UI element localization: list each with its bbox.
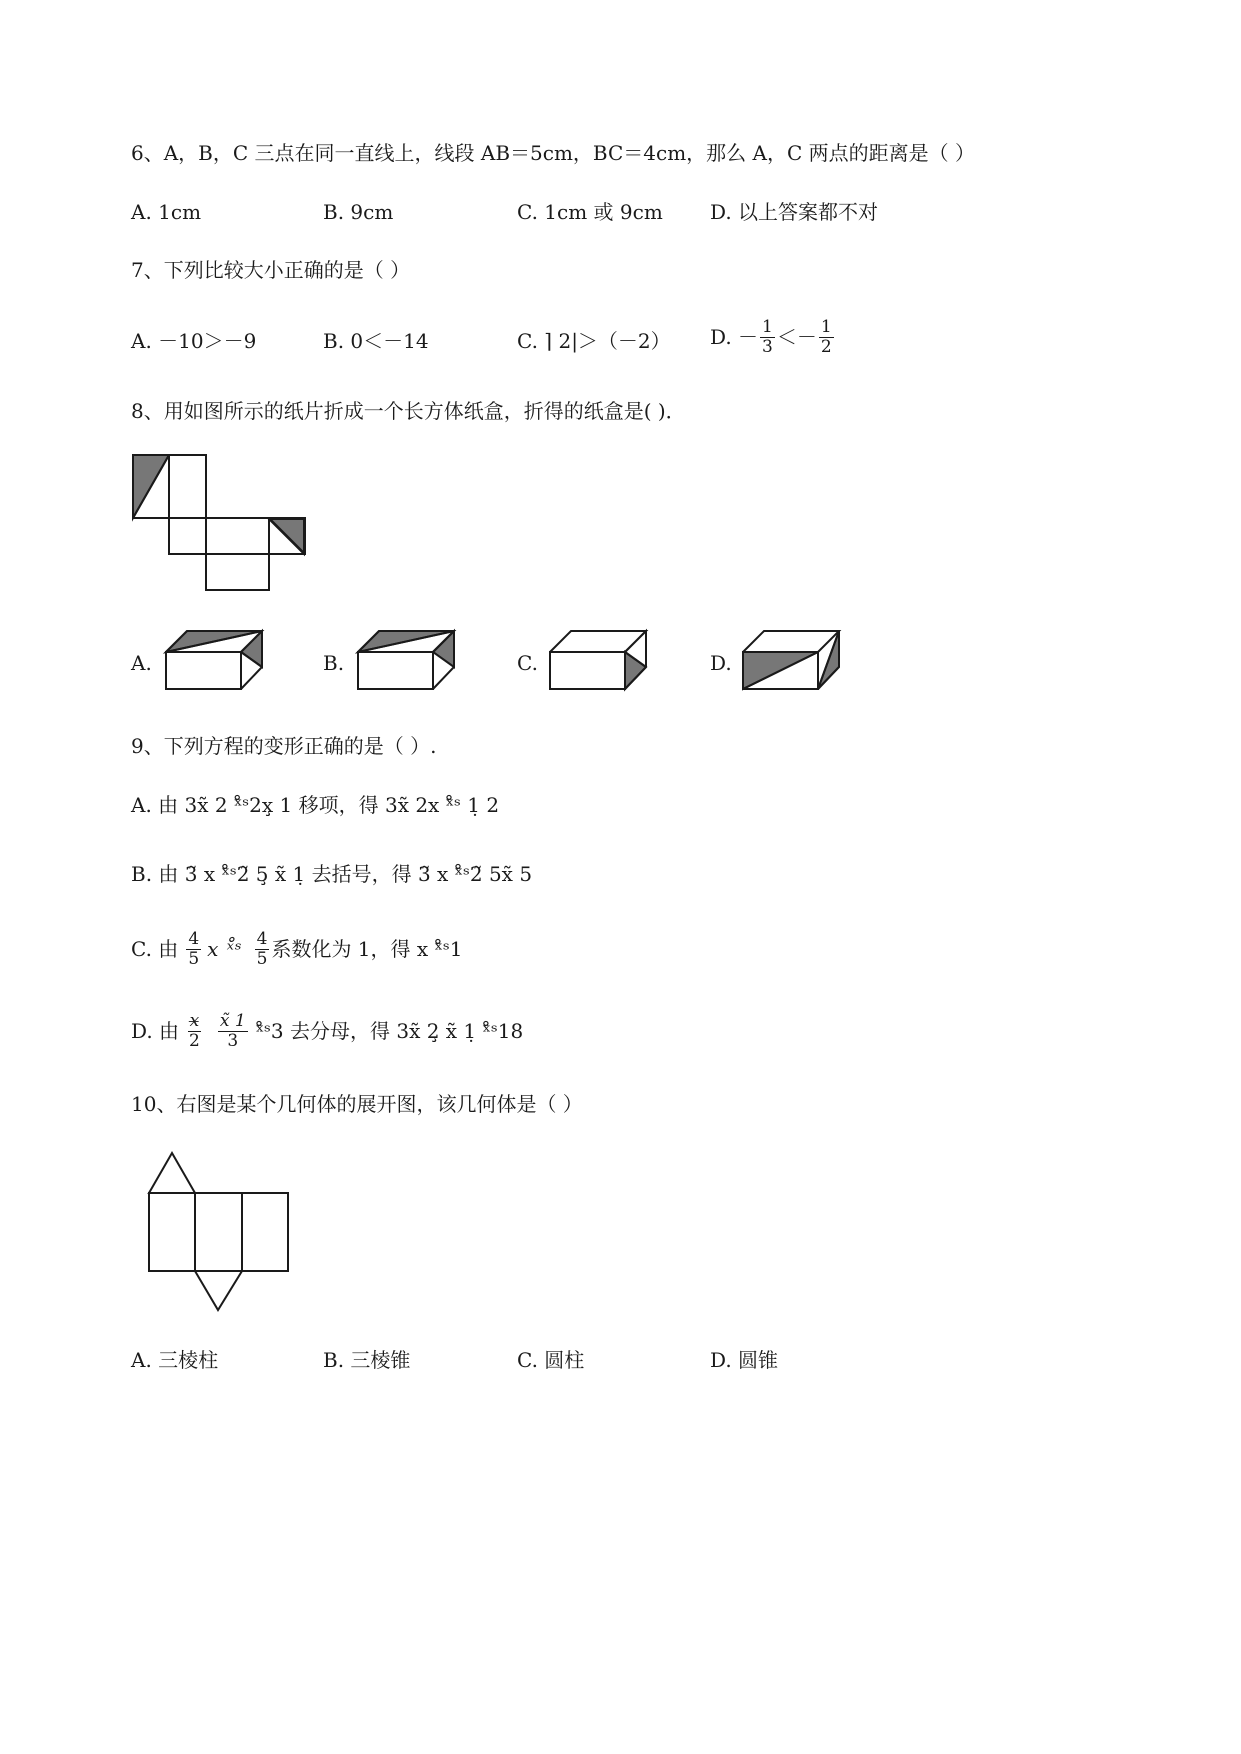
q7-d-frac2-num: 1 — [820, 317, 832, 337]
q7-option-a[interactable]: A. －10＞－9 — [131, 329, 257, 353]
q6-option-b[interactable]: B. 9cm — [323, 200, 394, 224]
q9-c-prefix: C. 由 — [131, 937, 179, 962]
q8-box-b — [357, 630, 457, 692]
q8-option-b[interactable]: B. — [323, 651, 345, 675]
q9-option-a[interactable]: A. 由 3x̃ 2 ˣ̊ˢ2x̧ 1 移项，得 3x̃ 2x ˣ̊ˢ 1̣ 2 — [131, 793, 500, 817]
prism-net-face-3 — [242, 1193, 288, 1271]
q9-d-fraction-2 — [218, 1012, 248, 1050]
q9-c-mid: x ˣ̊ˢ — [207, 937, 243, 962]
question-7-stem: 7、下列比较大小正确的是（ ） — [131, 258, 411, 282]
q9-c-fraction-2 — [255, 930, 270, 968]
box-d-top — [743, 631, 839, 652]
q10-option-b[interactable]: B. 三棱锥 — [323, 1348, 411, 1372]
q9-c-f2-num: 4 — [256, 929, 268, 949]
q9-d-prefix: D. 由 — [131, 1019, 180, 1044]
paper-net-figure — [132, 454, 308, 592]
prism-net-face-1 — [149, 1193, 195, 1271]
q7-d-fraction-2 — [819, 318, 834, 356]
box-c-top — [550, 631, 646, 652]
q8-option-d[interactable]: D. — [710, 651, 732, 675]
prism-net-bottom-triangle — [195, 1271, 242, 1310]
q9-option-b[interactable]: B. 由 3̃ x ˣ̊ˢ2̃ 5̧ x̃ 1̣ 去括号，得 3̃ x ˣ̊ˢ2̃ 5x̃ 5 — [131, 862, 533, 886]
q7-d-prefix: D. － — [710, 325, 759, 350]
prism-net-figure — [148, 1152, 290, 1312]
q8-box-a — [165, 630, 265, 692]
q9-d-f1-den: 2 — [189, 1030, 200, 1051]
box-c-front — [550, 652, 625, 689]
q7-d-fraction-1 — [760, 318, 775, 356]
q8-box-d — [742, 630, 842, 692]
q6-option-d[interactable]: D. 以上答案都不对 — [710, 200, 879, 224]
q9-c-fraction-1 — [186, 930, 201, 968]
q7-d-frac1-den: 3 — [762, 336, 773, 357]
q7-d-frac1-num: 1 — [762, 317, 773, 337]
q9-option-d[interactable] — [131, 1012, 523, 1050]
question-6-stem: 6、A，B，C 三点在同一直线上，线段 AB＝5cm，BC＝4cm，那么 A，C 两点的距离是（ ） — [131, 141, 975, 165]
question-10-stem: 10、右图是某个几何体的展开图，该几何体是（ ） — [131, 1092, 583, 1116]
net-face-3 — [169, 518, 206, 554]
q7-d-frac2-den: 2 — [820, 336, 832, 357]
q9-d-fraction-1 — [187, 1012, 202, 1050]
q10-option-a[interactable]: A. 三棱柱 — [131, 1348, 219, 1372]
prism-net-face-2 — [195, 1193, 242, 1271]
q7-option-c[interactable]: C. ⌉ 2|＞（－2） — [517, 329, 671, 353]
net-face-4 — [206, 518, 269, 554]
prism-net-top-triangle — [149, 1153, 195, 1193]
q9-c-f1-num: 4 — [188, 929, 200, 949]
q9-d-f2-den: 3 — [227, 1030, 239, 1051]
q8-option-a[interactable]: A. — [131, 651, 152, 675]
q7-option-b[interactable]: B. 0＜－14 — [323, 329, 429, 353]
net-face-6 — [206, 554, 269, 590]
q10-option-d[interactable]: D. 圆锥 — [710, 1348, 779, 1372]
q9-d-suffix: ˣ̊ˢ3 去分母，得 3x̃ 2̧ x̃ 1̣ ˣ̊ˢ18 — [255, 1019, 524, 1044]
q8-option-c[interactable]: C. — [517, 651, 538, 675]
q6-option-a[interactable]: A. 1cm — [131, 200, 202, 224]
q9-d-f1-num: x̶ — [189, 1011, 200, 1031]
q9-d-f2-num: x̃ 1 — [219, 1011, 246, 1031]
box-a-front — [166, 652, 241, 689]
q9-c-f2-den: 5 — [256, 948, 268, 969]
q9-option-c[interactable] — [131, 930, 462, 968]
question-8-stem: 8、用如图所示的纸片折成一个长方体纸盒，折得的纸盒是( )． — [131, 399, 686, 423]
q7-d-mid: ＜－ — [776, 325, 817, 350]
q8-box-c — [549, 630, 649, 692]
q9-c-f1-den: 5 — [188, 948, 200, 969]
box-b-front — [358, 652, 433, 689]
net-face-2 — [169, 455, 206, 518]
question-9-stem: 9、下列方程的变形正确的是（ ）. — [131, 734, 437, 758]
q6-option-c[interactable]: C. 1cm 或 9cm — [517, 200, 663, 224]
q9-c-suffix: 系数化为 1，得 x ˣ̊ˢ1 — [271, 937, 463, 962]
q7-option-d[interactable] — [710, 318, 836, 356]
q10-option-c[interactable]: C. 圆柱 — [517, 1348, 585, 1372]
